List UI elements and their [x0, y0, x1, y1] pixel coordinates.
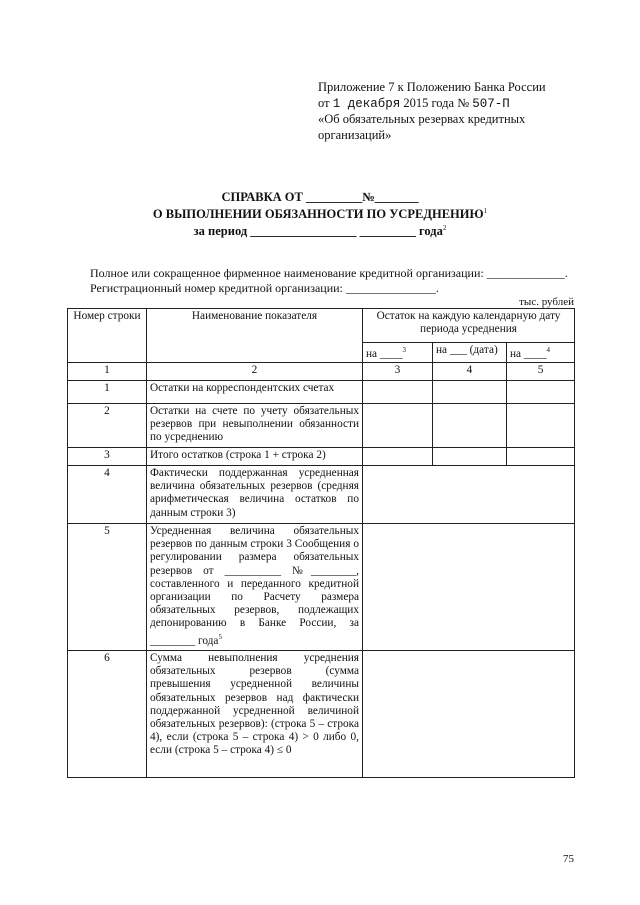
value-cell — [433, 380, 507, 403]
appendix-number: 507-П — [472, 96, 510, 111]
table-row — [68, 380, 575, 403]
appendix-header — [318, 80, 568, 143]
column-number: 2 — [147, 362, 363, 380]
appendix-from-label: от — [318, 95, 330, 110]
value-cell — [507, 380, 575, 403]
certificate-subtitle — [0, 207, 640, 222]
header-balance: Остаток на каждую календарную дату периода усреднения — [363, 309, 575, 343]
merged-value-cell — [363, 465, 575, 523]
value-cell — [363, 403, 433, 447]
footnote-2-mark: 2 — [442, 224, 447, 232]
value-cell — [433, 447, 507, 465]
value-cell — [363, 380, 433, 403]
column-number-row — [68, 362, 575, 380]
appendix-line-4: организаций» — [318, 127, 392, 142]
row-text: Итого остатков (строка 1 + строка 2) — [147, 447, 363, 465]
row-text: Остатки на счете по учету обязательных резервов при невыполнении обязанности по усреднению — [147, 403, 363, 447]
header-date-3-label: на ____ — [510, 347, 547, 360]
row-text — [147, 523, 363, 650]
value-cell — [507, 447, 575, 465]
appendix-line-3: «Об обязательных резервах кредитных — [318, 112, 526, 126]
value-cell — [507, 403, 575, 447]
appendix-line-1: Приложение 7 к Положению Банка России — [318, 80, 546, 94]
organization-name-line: Полное или сокращенное фирменное наименование кредитной организации: _____________. — [90, 266, 568, 280]
footnote-3-mark: 3 — [402, 346, 406, 354]
header-date-2: на ___ (дата) — [433, 343, 507, 363]
table-row — [68, 403, 575, 447]
certificate-period — [0, 224, 640, 239]
appendix-line-2 — [318, 96, 568, 113]
table-row — [68, 447, 575, 465]
merged-value-cell — [363, 523, 575, 650]
row-number: 5 — [68, 523, 147, 650]
table-row — [68, 650, 575, 777]
units-label: тыс. рублей — [519, 296, 574, 308]
page-number: 75 — [563, 853, 574, 865]
header-date-1 — [363, 343, 433, 363]
header-date-1-label: на ____ — [366, 347, 403, 360]
row-text: Фактически поддержанная усредненная величина обязательных резервов (средняя арифметическая величина остатков по данным строки 3) — [147, 465, 363, 523]
row-text: Остатки на корреспондентских счетах — [147, 380, 363, 403]
row-text: Сумма невыполнения усреднения обязательных резервов (сумма превышения усредненной величины обязательных резервов над фактически поддержанной усредненной величиной обязательных резервов): (строка 5 – строка 4), если (строка 5 – строка 4) > 0 либо 0, если (строка 5 – строка 4) ≤ 0 — [147, 650, 363, 777]
row-number: 1 — [68, 380, 147, 403]
certificate-subtitle-text: О ВЫПОЛНЕНИИ ОБЯЗАННОСТИ ПО УСРЕДНЕНИЮ — [152, 207, 484, 222]
appendix-year-label: 2015 года № — [403, 95, 470, 110]
table-row — [68, 523, 575, 650]
appendix-date: 1 декабря — [332, 96, 401, 111]
header-indicator-name: Наименование показателя — [147, 309, 363, 363]
header-row-number: Номер строки — [68, 309, 147, 363]
row-5-text: Усредненная величина обязательных резервов по данным строки 3 Сообщения о регулировании размера обязательных резервов от __________ №________, составленного и переданного кредитной организации по Расчету размера обязательных резервов, подлежащих депонированию в Банке России, за ________ года — [150, 524, 359, 647]
averaging-table — [67, 308, 575, 778]
footnote-4-mark: 4 — [546, 346, 550, 354]
column-number: 1 — [68, 362, 147, 380]
certificate-title: СПРАВКА ОТ _________№_______ — [221, 190, 419, 204]
certificate-period-text: за период _________________ _________ года — [193, 224, 443, 239]
header-date-3 — [507, 343, 575, 363]
row-number: 4 — [68, 465, 147, 523]
merged-value-cell — [363, 650, 575, 777]
table-row — [68, 465, 575, 523]
footnote-5-mark: 5 — [218, 632, 222, 641]
organization-info — [90, 266, 568, 295]
value-cell — [363, 447, 433, 465]
column-number: 3 — [363, 362, 433, 380]
value-cell — [433, 403, 507, 447]
registration-number-line: Регистрационный номер кредитной организации: _______________. — [90, 280, 439, 295]
row-number: 6 — [68, 650, 147, 777]
column-number: 4 — [433, 362, 507, 380]
row-number: 3 — [68, 447, 147, 465]
row-number: 2 — [68, 403, 147, 447]
column-number: 5 — [507, 362, 575, 380]
footnote-1-mark: 1 — [483, 207, 488, 215]
